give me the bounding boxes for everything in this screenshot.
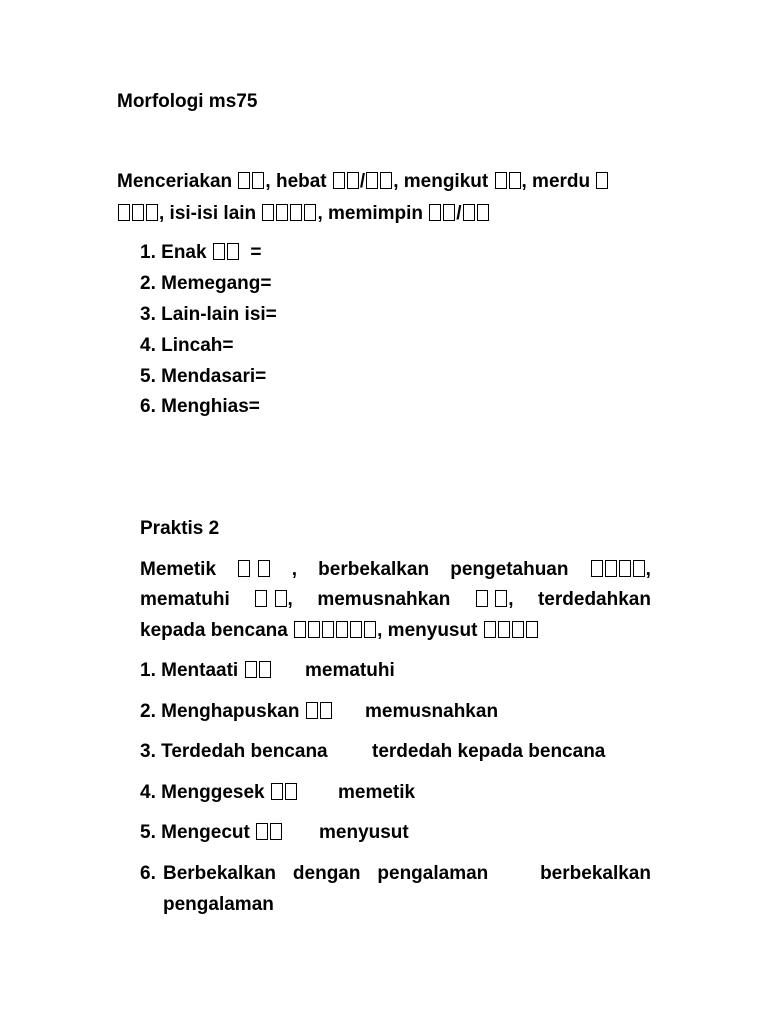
missing-glyph-icon: [238, 172, 250, 189]
missing-glyph-icon: [285, 783, 297, 800]
missing-glyph-icon: [476, 590, 488, 607]
missing-glyph-icon: [364, 621, 376, 638]
missing-glyph-icon: [146, 204, 158, 221]
intro-word: , hebat: [265, 171, 327, 192]
list-item: [140, 241, 262, 265]
para-word: memusnahkan: [317, 589, 451, 610]
missing-glyph-icon: [275, 590, 287, 607]
intro-word: /: [359, 171, 366, 192]
list-text: Lain-lain isi=: [161, 304, 277, 325]
missing-glyph-icon: [271, 783, 283, 800]
list-text: Mendasari=: [161, 366, 267, 387]
intro-word: Menceriakan: [117, 171, 233, 192]
list-text: Mengecut: [161, 822, 250, 843]
list-text: Enak: [161, 242, 207, 263]
missing-glyph-icon: [633, 560, 645, 577]
missing-glyph-icon: [258, 560, 270, 577]
para-word: kepada bencana: [140, 620, 288, 641]
list-answer: mematuhi: [305, 660, 395, 681]
list-text: Terdedah bencana: [161, 741, 328, 762]
list-item: [140, 334, 233, 358]
list-text: Menghapuskan: [161, 701, 300, 722]
praktis-para-line-3: [140, 619, 539, 643]
list-item: [140, 740, 328, 764]
missing-glyph-icon: [259, 661, 271, 678]
missing-glyph-icon: [255, 590, 267, 607]
missing-glyph-icon: [304, 204, 316, 221]
praktis-para-line-2: [140, 588, 651, 612]
list-text: dengan: [292, 863, 361, 884]
list-number: 1.: [140, 660, 156, 681]
list-text: Menghias=: [161, 396, 260, 417]
missing-glyph-icon: [245, 661, 257, 678]
list-continuation: pengalaman: [163, 894, 274, 915]
para-word: mematuhi: [140, 589, 230, 610]
missing-glyph-icon: [619, 560, 631, 577]
list-number: 1.: [140, 242, 156, 263]
list-item: [140, 659, 272, 683]
list-answer: berbekalkan: [540, 863, 651, 884]
missing-glyph-icon: [443, 204, 455, 221]
para-word: Memetik: [140, 559, 217, 580]
list-answer: terdedah kepada bencana: [372, 741, 606, 762]
missing-glyph-icon: [509, 172, 521, 189]
list-text: Memegang=: [161, 273, 272, 294]
section-heading: Praktis 2: [140, 518, 220, 539]
missing-glyph-icon: [262, 204, 274, 221]
glyph-group: [237, 558, 270, 582]
list-text: Menggesek: [161, 782, 265, 803]
list-number: 4.: [140, 782, 156, 803]
para-word: berbekalkan: [318, 559, 430, 580]
missing-glyph-icon: [463, 204, 475, 221]
missing-glyph-icon: [132, 204, 144, 221]
list-number: 5.: [140, 366, 156, 387]
missing-glyph-icon: [322, 621, 334, 638]
missing-glyph-icon: [118, 204, 130, 221]
missing-glyph-icon: [380, 172, 392, 189]
list-number: 3.: [140, 741, 156, 762]
list-number: 2.: [140, 273, 156, 294]
missing-glyph-icon: [366, 172, 378, 189]
glyph-group: [475, 588, 514, 612]
para-word: ,: [287, 589, 293, 610]
list-number: 2.: [140, 701, 156, 722]
list-item: [140, 365, 266, 389]
list-text: Mentaati: [161, 660, 239, 681]
intro-word: , merdu: [521, 171, 591, 192]
missing-glyph-icon: [333, 172, 345, 189]
missing-glyph-icon: [290, 204, 302, 221]
list-number: 5.: [140, 822, 156, 843]
list-item: [140, 303, 277, 327]
missing-glyph-icon: [213, 243, 225, 260]
list-number: 6.: [140, 863, 156, 884]
glyph-group: [590, 558, 651, 582]
missing-glyph-icon: [477, 204, 489, 221]
para-word: ,: [645, 559, 651, 580]
missing-glyph-icon: [227, 243, 239, 260]
para-word: terdedahkan: [537, 589, 651, 610]
intro-line-2: [117, 202, 490, 226]
list-text: =: [250, 242, 262, 263]
list-item: [140, 821, 283, 845]
missing-glyph-icon: [484, 621, 496, 638]
missing-glyph-icon: [256, 823, 268, 840]
para-word: ,: [508, 589, 514, 610]
missing-glyph-icon: [270, 823, 282, 840]
missing-glyph-icon: [306, 702, 318, 719]
intro-word: , isi-isi lain: [159, 203, 257, 224]
missing-glyph-icon: [308, 621, 320, 638]
missing-glyph-icon: [320, 702, 332, 719]
missing-glyph-icon: [605, 560, 617, 577]
missing-glyph-icon: [294, 621, 306, 638]
intro-word: , memimpin: [317, 203, 424, 224]
list-item: [140, 395, 260, 419]
list-item: [140, 700, 333, 724]
missing-glyph-icon: [429, 204, 441, 221]
missing-glyph-icon: [252, 172, 264, 189]
missing-glyph-icon: [347, 172, 359, 189]
missing-glyph-icon: [495, 590, 507, 607]
missing-glyph-icon: [238, 560, 250, 577]
list-answer: memusnahkan: [365, 701, 499, 722]
document-title: Morfologi ms75: [117, 91, 258, 112]
list-item: [163, 862, 651, 886]
missing-glyph-icon: [495, 172, 507, 189]
intro-word: , mengikut: [393, 171, 489, 192]
para-word: ,: [291, 559, 297, 580]
list-text: Berbekalkan: [163, 863, 277, 884]
missing-glyph-icon: [276, 204, 288, 221]
para-word: pengetahuan: [450, 559, 569, 580]
list-text: Lincah=: [161, 335, 234, 356]
intro-word: /: [456, 203, 462, 224]
list-answer: menyusut: [319, 822, 409, 843]
missing-glyph-icon: [591, 560, 603, 577]
list-number: 6.: [140, 396, 156, 417]
missing-glyph-icon: [498, 621, 510, 638]
list-item: [140, 781, 298, 805]
missing-glyph-icon: [512, 621, 524, 638]
intro-line-1: [117, 170, 609, 194]
praktis-para-line-1: [140, 558, 651, 582]
list-number: 4.: [140, 335, 156, 356]
glyph-group: [254, 588, 293, 612]
list-number: 3.: [140, 304, 156, 325]
missing-glyph-icon: [350, 621, 362, 638]
list-answer: memetik: [338, 782, 416, 803]
list-item: [140, 272, 271, 296]
list-text: pengalaman: [377, 863, 489, 884]
missing-glyph-icon: [596, 172, 608, 189]
missing-glyph-icon: [526, 621, 538, 638]
para-word: , menyusut: [377, 620, 478, 641]
missing-glyph-icon: [336, 621, 348, 638]
